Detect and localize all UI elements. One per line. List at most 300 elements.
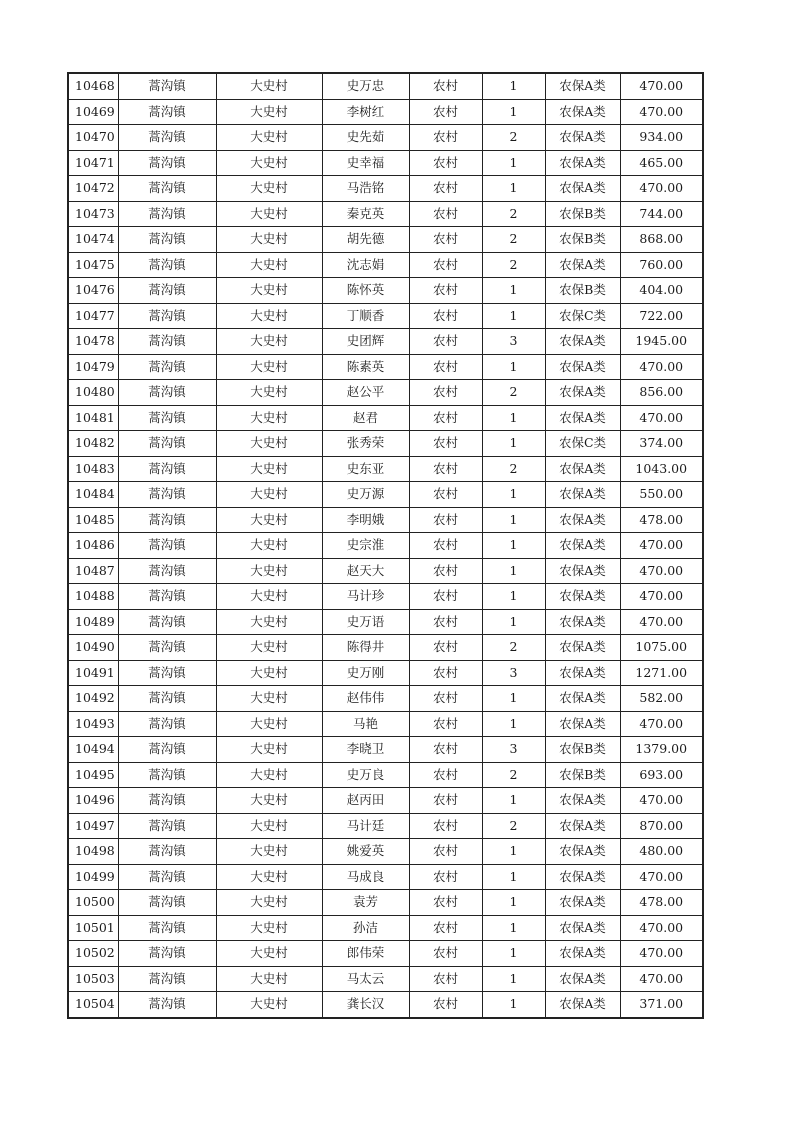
cell-name: 史东亚 [322,456,409,482]
cell-village: 大史村 [216,227,322,253]
cell-person-count: 1 [482,839,545,865]
cell-person-count: 1 [482,405,545,431]
cell-household-type: 农村 [409,941,482,967]
cell-person-count: 1 [482,303,545,329]
cell-town: 蒿沟镇 [118,915,216,941]
cell-village: 大史村 [216,584,322,610]
cell-id: 10486 [68,533,118,559]
cell-household-type: 农村 [409,813,482,839]
cell-person-count: 1 [482,711,545,737]
cell-name: 胡先德 [322,227,409,253]
cell-household-type: 农村 [409,737,482,763]
table-row [68,380,703,406]
cell-amount: 470.00 [620,558,703,584]
table-row [68,788,703,814]
cell-person-count: 2 [482,813,545,839]
cell-id: 10485 [68,507,118,533]
table-row [68,278,703,304]
cell-name: 赵公平 [322,380,409,406]
cell-amount: 470.00 [620,864,703,890]
cell-category: 农保A类 [545,125,620,151]
cell-id: 10497 [68,813,118,839]
cell-town: 蒿沟镇 [118,839,216,865]
table-row [68,558,703,584]
cell-name: 张秀荣 [322,431,409,457]
cell-person-count: 1 [482,864,545,890]
cell-town: 蒿沟镇 [118,456,216,482]
cell-id: 10475 [68,252,118,278]
cell-village: 大史村 [216,635,322,661]
cell-town: 蒿沟镇 [118,966,216,992]
table-row [68,966,703,992]
cell-category: 农保A类 [545,941,620,967]
cell-person-count: 1 [482,609,545,635]
cell-person-count: 1 [482,915,545,941]
cell-name: 马太云 [322,966,409,992]
cell-category: 农保A类 [545,558,620,584]
table-row [68,890,703,916]
beneficiary-table [67,72,704,1019]
table-row [68,762,703,788]
table-row [68,482,703,508]
cell-person-count: 2 [482,125,545,151]
cell-village: 大史村 [216,788,322,814]
cell-id: 10490 [68,635,118,661]
cell-person-count: 1 [482,890,545,916]
cell-village: 大史村 [216,966,322,992]
table-row [68,609,703,635]
table-row [68,737,703,763]
cell-category: 农保C类 [545,431,620,457]
cell-name: 史万忠 [322,73,409,99]
cell-household-type: 农村 [409,380,482,406]
cell-town: 蒿沟镇 [118,507,216,533]
cell-name: 马计廷 [322,813,409,839]
cell-name: 赵天大 [322,558,409,584]
cell-id: 10493 [68,711,118,737]
cell-village: 大史村 [216,405,322,431]
cell-amount: 470.00 [620,915,703,941]
cell-household-type: 农村 [409,584,482,610]
cell-category: 农保B类 [545,201,620,227]
cell-amount: 1379.00 [620,737,703,763]
cell-id: 10491 [68,660,118,686]
cell-town: 蒿沟镇 [118,660,216,686]
cell-person-count: 2 [482,380,545,406]
cell-id: 10501 [68,915,118,941]
cell-category: 农保A类 [545,380,620,406]
cell-person-count: 2 [482,762,545,788]
table-row [68,941,703,967]
cell-amount: 934.00 [620,125,703,151]
cell-village: 大史村 [216,737,322,763]
cell-town: 蒿沟镇 [118,992,216,1018]
cell-amount: 470.00 [620,966,703,992]
cell-category: 农保A类 [545,405,620,431]
cell-town: 蒿沟镇 [118,303,216,329]
cell-town: 蒿沟镇 [118,762,216,788]
cell-town: 蒿沟镇 [118,813,216,839]
cell-id: 10479 [68,354,118,380]
cell-household-type: 农村 [409,966,482,992]
cell-household-type: 农村 [409,660,482,686]
cell-household-type: 农村 [409,890,482,916]
cell-id: 10487 [68,558,118,584]
cell-person-count: 2 [482,227,545,253]
cell-id: 10500 [68,890,118,916]
table-row [68,431,703,457]
cell-amount: 470.00 [620,73,703,99]
cell-amount: 550.00 [620,482,703,508]
cell-category: 农保A类 [545,890,620,916]
cell-town: 蒿沟镇 [118,482,216,508]
cell-amount: 470.00 [620,711,703,737]
cell-amount: 470.00 [620,584,703,610]
cell-name: 李明娥 [322,507,409,533]
cell-name: 袁芳 [322,890,409,916]
cell-village: 大史村 [216,609,322,635]
cell-person-count: 1 [482,73,545,99]
cell-category: 农保A类 [545,660,620,686]
cell-person-count: 1 [482,686,545,712]
cell-person-count: 1 [482,176,545,202]
cell-name: 郎伟荣 [322,941,409,967]
cell-amount: 582.00 [620,686,703,712]
cell-id: 10474 [68,227,118,253]
cell-id: 10488 [68,584,118,610]
cell-amount: 465.00 [620,150,703,176]
cell-village: 大史村 [216,941,322,967]
cell-village: 大史村 [216,839,322,865]
cell-village: 大史村 [216,915,322,941]
cell-town: 蒿沟镇 [118,201,216,227]
cell-category: 农保A类 [545,839,620,865]
cell-id: 10481 [68,405,118,431]
cell-id: 10480 [68,380,118,406]
table-row [68,227,703,253]
cell-household-type: 农村 [409,839,482,865]
table-row [68,915,703,941]
cell-person-count: 3 [482,737,545,763]
cell-village: 大史村 [216,456,322,482]
cell-name: 龚长汉 [322,992,409,1018]
table-row [68,176,703,202]
table-row [68,533,703,559]
cell-household-type: 农村 [409,482,482,508]
table-row [68,507,703,533]
cell-id: 10495 [68,762,118,788]
cell-town: 蒿沟镇 [118,73,216,99]
cell-id: 10503 [68,966,118,992]
table-row [68,686,703,712]
cell-village: 大史村 [216,686,322,712]
cell-town: 蒿沟镇 [118,227,216,253]
cell-name: 马成良 [322,864,409,890]
cell-village: 大史村 [216,303,322,329]
cell-id: 10484 [68,482,118,508]
cell-category: 农保A类 [545,788,620,814]
cell-id: 10492 [68,686,118,712]
cell-person-count: 1 [482,431,545,457]
table-row [68,992,703,1018]
cell-village: 大史村 [216,380,322,406]
cell-name: 马浩铭 [322,176,409,202]
cell-town: 蒿沟镇 [118,737,216,763]
cell-id: 10494 [68,737,118,763]
cell-town: 蒿沟镇 [118,431,216,457]
cell-person-count: 1 [482,992,545,1018]
cell-category: 农保A类 [545,864,620,890]
cell-town: 蒿沟镇 [118,609,216,635]
cell-name: 赵丙田 [322,788,409,814]
cell-amount: 868.00 [620,227,703,253]
table-row [68,303,703,329]
cell-id: 10483 [68,456,118,482]
cell-village: 大史村 [216,431,322,457]
cell-category: 农保A类 [545,456,620,482]
cell-town: 蒿沟镇 [118,584,216,610]
cell-name: 史万语 [322,609,409,635]
cell-person-count: 2 [482,252,545,278]
cell-household-type: 农村 [409,176,482,202]
cell-amount: 760.00 [620,252,703,278]
cell-amount: 371.00 [620,992,703,1018]
table-row [68,405,703,431]
cell-person-count: 3 [482,660,545,686]
cell-household-type: 农村 [409,405,482,431]
cell-name: 史万源 [322,482,409,508]
cell-town: 蒿沟镇 [118,125,216,151]
cell-id: 10472 [68,176,118,202]
cell-id: 10489 [68,609,118,635]
cell-household-type: 农村 [409,915,482,941]
cell-person-count: 1 [482,354,545,380]
table-row [68,839,703,865]
cell-person-count: 1 [482,99,545,125]
cell-amount: 1945.00 [620,329,703,355]
cell-name: 史幸福 [322,150,409,176]
cell-category: 农保B类 [545,227,620,253]
cell-household-type: 农村 [409,227,482,253]
cell-village: 大史村 [216,99,322,125]
cell-amount: 470.00 [620,533,703,559]
cell-household-type: 农村 [409,431,482,457]
cell-name: 沈志娟 [322,252,409,278]
cell-name: 赵君 [322,405,409,431]
cell-town: 蒿沟镇 [118,788,216,814]
cell-household-type: 农村 [409,864,482,890]
cell-town: 蒿沟镇 [118,150,216,176]
cell-village: 大史村 [216,711,322,737]
cell-town: 蒿沟镇 [118,329,216,355]
cell-name: 李晓卫 [322,737,409,763]
cell-category: 农保A类 [545,73,620,99]
cell-amount: 722.00 [620,303,703,329]
cell-category: 农保B类 [545,278,620,304]
cell-category: 农保A类 [545,354,620,380]
cell-town: 蒿沟镇 [118,176,216,202]
cell-person-count: 2 [482,635,545,661]
cell-category: 农保A类 [545,150,620,176]
cell-name: 孙洁 [322,915,409,941]
cell-name: 丁顺香 [322,303,409,329]
cell-category: 农保B类 [545,762,620,788]
cell-town: 蒿沟镇 [118,533,216,559]
cell-category: 农保A类 [545,533,620,559]
cell-village: 大史村 [216,660,322,686]
cell-category: 农保A类 [545,176,620,202]
cell-category: 农保B类 [545,737,620,763]
cell-category: 农保A类 [545,99,620,125]
cell-name: 史先茹 [322,125,409,151]
cell-village: 大史村 [216,992,322,1018]
cell-name: 陈怀英 [322,278,409,304]
cell-household-type: 农村 [409,303,482,329]
cell-amount: 744.00 [620,201,703,227]
cell-id: 10496 [68,788,118,814]
cell-amount: 693.00 [620,762,703,788]
cell-person-count: 1 [482,941,545,967]
cell-person-count: 1 [482,533,545,559]
table-row [68,201,703,227]
cell-village: 大史村 [216,558,322,584]
cell-village: 大史村 [216,354,322,380]
cell-village: 大史村 [216,482,322,508]
cell-town: 蒿沟镇 [118,99,216,125]
cell-household-type: 农村 [409,788,482,814]
cell-id: 10473 [68,201,118,227]
cell-village: 大史村 [216,533,322,559]
table-row [68,711,703,737]
cell-town: 蒿沟镇 [118,380,216,406]
cell-village: 大史村 [216,201,322,227]
cell-person-count: 1 [482,278,545,304]
cell-household-type: 农村 [409,533,482,559]
cell-amount: 374.00 [620,431,703,457]
cell-person-count: 1 [482,788,545,814]
cell-category: 农保A类 [545,252,620,278]
cell-amount: 1075.00 [620,635,703,661]
cell-category: 农保A类 [545,584,620,610]
cell-town: 蒿沟镇 [118,558,216,584]
cell-id: 10482 [68,431,118,457]
cell-amount: 478.00 [620,890,703,916]
cell-household-type: 农村 [409,73,482,99]
table-row [68,635,703,661]
cell-id: 10470 [68,125,118,151]
cell-household-type: 农村 [409,99,482,125]
cell-person-count: 2 [482,456,545,482]
cell-category: 农保A类 [545,329,620,355]
cell-household-type: 农村 [409,762,482,788]
cell-household-type: 农村 [409,329,482,355]
cell-amount: 470.00 [620,405,703,431]
cell-town: 蒿沟镇 [118,635,216,661]
table-row [68,125,703,151]
cell-name: 李树红 [322,99,409,125]
cell-amount: 1043.00 [620,456,703,482]
cell-village: 大史村 [216,762,322,788]
cell-household-type: 农村 [409,354,482,380]
cell-person-count: 1 [482,150,545,176]
cell-category: 农保A类 [545,686,620,712]
cell-id: 10504 [68,992,118,1018]
cell-person-count: 2 [482,201,545,227]
cell-village: 大史村 [216,73,322,99]
cell-category: 农保A类 [545,992,620,1018]
cell-town: 蒿沟镇 [118,354,216,380]
cell-town: 蒿沟镇 [118,686,216,712]
cell-amount: 470.00 [620,788,703,814]
cell-household-type: 农村 [409,686,482,712]
cell-name: 史宗淮 [322,533,409,559]
cell-town: 蒿沟镇 [118,890,216,916]
cell-village: 大史村 [216,864,322,890]
cell-town: 蒿沟镇 [118,864,216,890]
cell-household-type: 农村 [409,635,482,661]
cell-person-count: 1 [482,482,545,508]
cell-id: 10477 [68,303,118,329]
table-row [68,354,703,380]
cell-id: 10478 [68,329,118,355]
cell-amount: 470.00 [620,99,703,125]
cell-village: 大史村 [216,150,322,176]
cell-village: 大史村 [216,329,322,355]
cell-household-type: 农村 [409,125,482,151]
cell-name: 陈得井 [322,635,409,661]
cell-town: 蒿沟镇 [118,711,216,737]
cell-household-type: 农村 [409,278,482,304]
cell-village: 大史村 [216,278,322,304]
cell-household-type: 农村 [409,711,482,737]
cell-id: 10498 [68,839,118,865]
cell-amount: 470.00 [620,354,703,380]
cell-village: 大史村 [216,176,322,202]
cell-category: 农保A类 [545,609,620,635]
cell-amount: 470.00 [620,609,703,635]
cell-id: 10471 [68,150,118,176]
cell-household-type: 农村 [409,150,482,176]
table-row [68,456,703,482]
cell-category: 农保C类 [545,303,620,329]
table-row [68,99,703,125]
cell-village: 大史村 [216,813,322,839]
cell-category: 农保A类 [545,915,620,941]
table-row [68,864,703,890]
cell-name: 陈素英 [322,354,409,380]
cell-village: 大史村 [216,125,322,151]
cell-id: 10468 [68,73,118,99]
cell-town: 蒿沟镇 [118,941,216,967]
cell-amount: 470.00 [620,176,703,202]
cell-amount: 478.00 [620,507,703,533]
cell-household-type: 农村 [409,609,482,635]
cell-household-type: 农村 [409,252,482,278]
cell-category: 农保A类 [545,813,620,839]
cell-amount: 404.00 [620,278,703,304]
cell-person-count: 1 [482,584,545,610]
cell-town: 蒿沟镇 [118,405,216,431]
cell-id: 10502 [68,941,118,967]
cell-name: 史万刚 [322,660,409,686]
cell-category: 农保A类 [545,482,620,508]
cell-person-count: 1 [482,507,545,533]
table-row [68,329,703,355]
cell-name: 马计珍 [322,584,409,610]
cell-name: 史团辉 [322,329,409,355]
cell-name: 马艳 [322,711,409,737]
cell-person-count: 3 [482,329,545,355]
